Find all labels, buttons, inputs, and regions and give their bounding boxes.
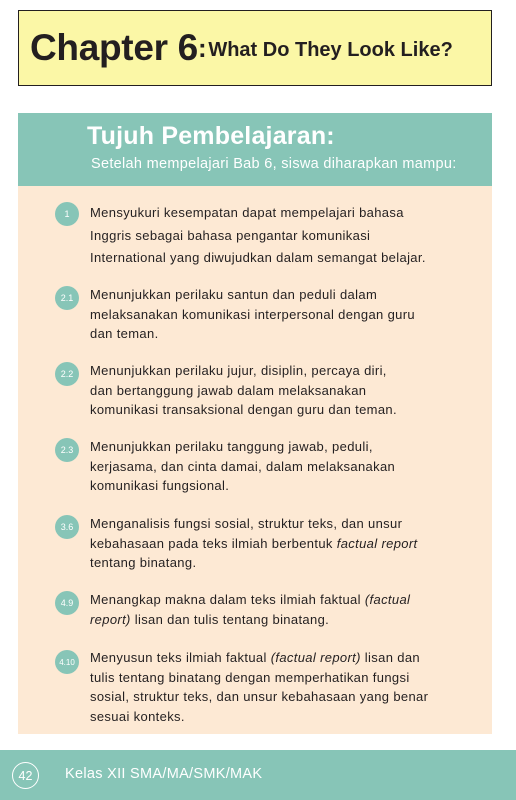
goal-text: Mensyukuri kesempatan dapat mempelajari bahasa Inggris sebagai bahasa pengantar komunikasi International yang diwujudkan dalam semangat belajar. <box>90 205 426 265</box>
goal-text: Menangkap makna dalam teks ilmiah faktual (factual report) lisan dan tulis tentang binatang. <box>90 592 411 627</box>
goal-number-badge: 2.3 <box>55 438 79 462</box>
learning-goals-header <box>18 113 492 186</box>
chapter-title-box <box>18 10 492 86</box>
goal-number-badge: 1 <box>55 202 79 226</box>
footer-grade-label: Kelas XII SMA/MA/SMK/MAK <box>65 766 263 782</box>
chapter-subtitle: What Do They Look Like? <box>208 38 453 61</box>
learning-goals-title: Tujuh Pembelajaran: <box>87 122 335 150</box>
goal-text: Menunjukkan perilaku santun dan peduli dalam melaksanakan komunikasi interpersonal dengan guru dan teman. <box>90 287 416 341</box>
goal-number-badge: 4.9 <box>55 591 79 615</box>
chapter-number: Chapter 6 <box>30 27 198 68</box>
goal-number-badge: 2.2 <box>55 362 79 386</box>
learning-goals-subtitle: Setelah mempelajari Bab 6, siswa diharapkan mampu: <box>91 156 457 172</box>
goal-text: Menunjukkan perilaku tanggung jawab, peduli, kerjasama, dan cinta damai, dalam melaksanakan komunikasi fungsional. <box>90 439 396 493</box>
goal-number-badge: 3.6 <box>55 515 79 539</box>
goal-text: Menyusun teks ilmiah faktual (factual report) lisan dan tulis tentang binatang dengan memperhatikan fungsi sosial, struktur teks, dan unsur kebahasaan yang benar sesuai konteks. <box>90 650 429 724</box>
goal-text: Menganalisis fungsi sosial, struktur teks, dan unsur kebahasaan pada teks ilmiah berbentuk factual report tentang binatang. <box>90 516 418 570</box>
learning-goals-list <box>18 186 492 734</box>
chapter-separator: : <box>197 32 207 63</box>
goal-text: Menunjukkan perilaku jujur, disiplin, percaya diri, dan bertanggung jawab dalam melaksanakan komunikasi transaksional dengan guru dan teman. <box>90 363 397 417</box>
goal-number-badge: 2.1 <box>55 286 79 310</box>
page-footer <box>0 750 516 800</box>
goal-number-badge: 4.10 <box>55 650 79 674</box>
page-number: 42 <box>12 762 39 789</box>
